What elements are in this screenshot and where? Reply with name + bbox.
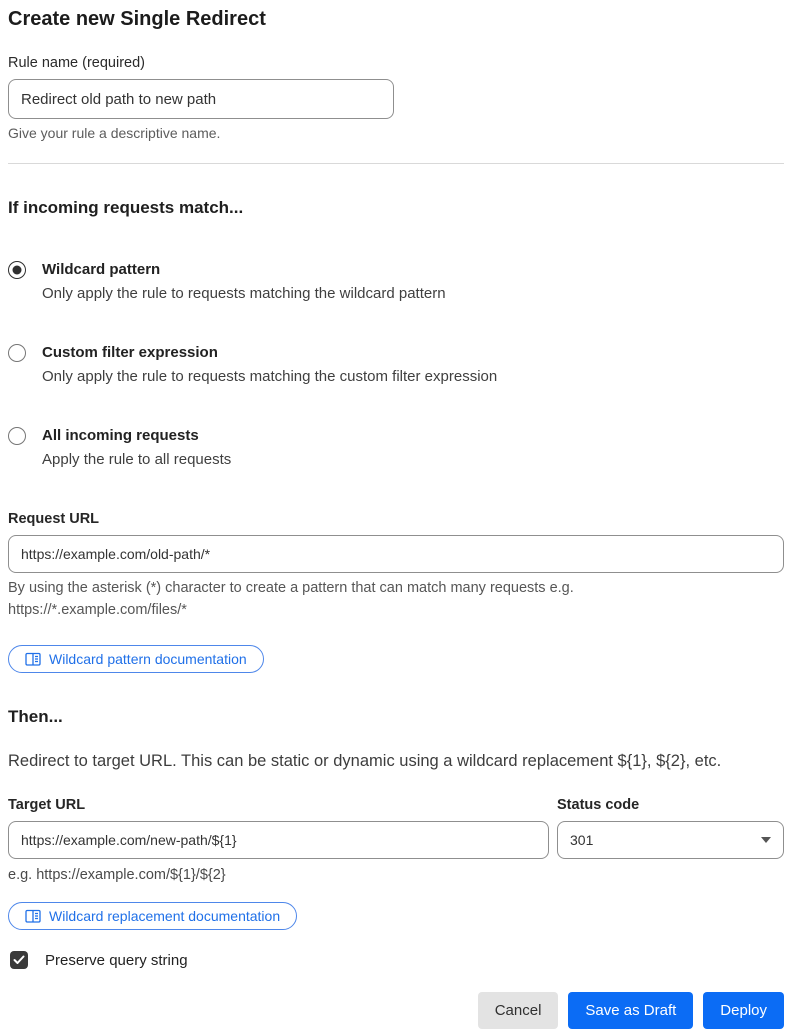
radio-description: Only apply the rule to requests matching the wildcard pattern [42,285,446,302]
section-divider [8,163,784,164]
radio-option-custom-filter-expression[interactable] [8,343,784,386]
target-url-column [8,772,549,859]
then-section-heading: Then... [8,707,63,726]
radio-description: Only apply the rule to requests matching the custom filter expression [42,368,498,385]
status-code-select[interactable] [557,821,784,859]
radio-label: Wildcard pattern [42,261,161,278]
radio-option-wildcard-pattern[interactable] [8,260,784,303]
rule-name-label: Rule name (required) [8,55,146,71]
request-url-input[interactable] [8,535,784,573]
rule-name-helper: Give your rule a descriptive name. [8,125,221,141]
status-code-value: 301 [570,832,594,848]
checkbox-checked-icon[interactable] [10,951,28,969]
wildcard-replacement-doc-row [8,902,784,930]
preserve-query-string-label: Preserve query string [45,951,188,969]
target-url-label: Target URL [8,797,86,813]
book-icon [25,652,41,667]
radio-unselected-icon[interactable] [8,344,26,362]
doc-button-label: Wildcard replacement documentation [49,908,281,924]
cancel-button[interactable]: Cancel [478,992,559,1029]
page-title: Create new Single Redirect [8,8,266,30]
request-url-helper [8,580,784,619]
status-code-label: Status code [557,797,640,813]
radio-description: Apply the rule to all requests [42,451,232,468]
radio-option-all-incoming-requests[interactable] [8,426,784,469]
radio-label: All incoming requests [42,427,199,444]
radio-unselected-icon[interactable] [8,427,26,445]
deploy-button[interactable]: Deploy [703,992,784,1029]
request-url-label: Request URL [8,511,100,527]
status-code-column [557,772,784,859]
wildcard-pattern-doc-button[interactable] [8,645,264,673]
book-icon [25,909,41,924]
rule-name-input[interactable] [8,79,394,119]
target-url-input[interactable] [8,821,549,859]
target-url-helper: e.g. https://example.com/${1}/${2} [8,867,226,883]
preserve-query-string-row[interactable] [8,951,784,969]
footer-actions [8,992,784,1029]
radio-selected-icon[interactable] [8,261,26,279]
request-url-helper-line2: https://*.example.com/files/* [8,602,187,618]
doc-button-label: Wildcard pattern documentation [49,651,247,667]
radio-label: Custom filter expression [42,344,218,361]
save-as-draft-button[interactable]: Save as Draft [568,992,693,1029]
wildcard-pattern-doc-row [8,645,784,673]
match-section-heading: If incoming requests match... [8,198,244,217]
request-url-helper-line1: By using the asterisk (*) character to create a pattern that can match many requests e.g. [8,580,574,596]
then-description: Redirect to target URL. This can be static or dynamic using a wildcard replacement ${1}, ${2}, etc. [8,752,722,770]
chevron-down-icon [761,837,771,843]
target-status-row [8,772,784,859]
wildcard-replacement-doc-button[interactable] [8,902,297,930]
